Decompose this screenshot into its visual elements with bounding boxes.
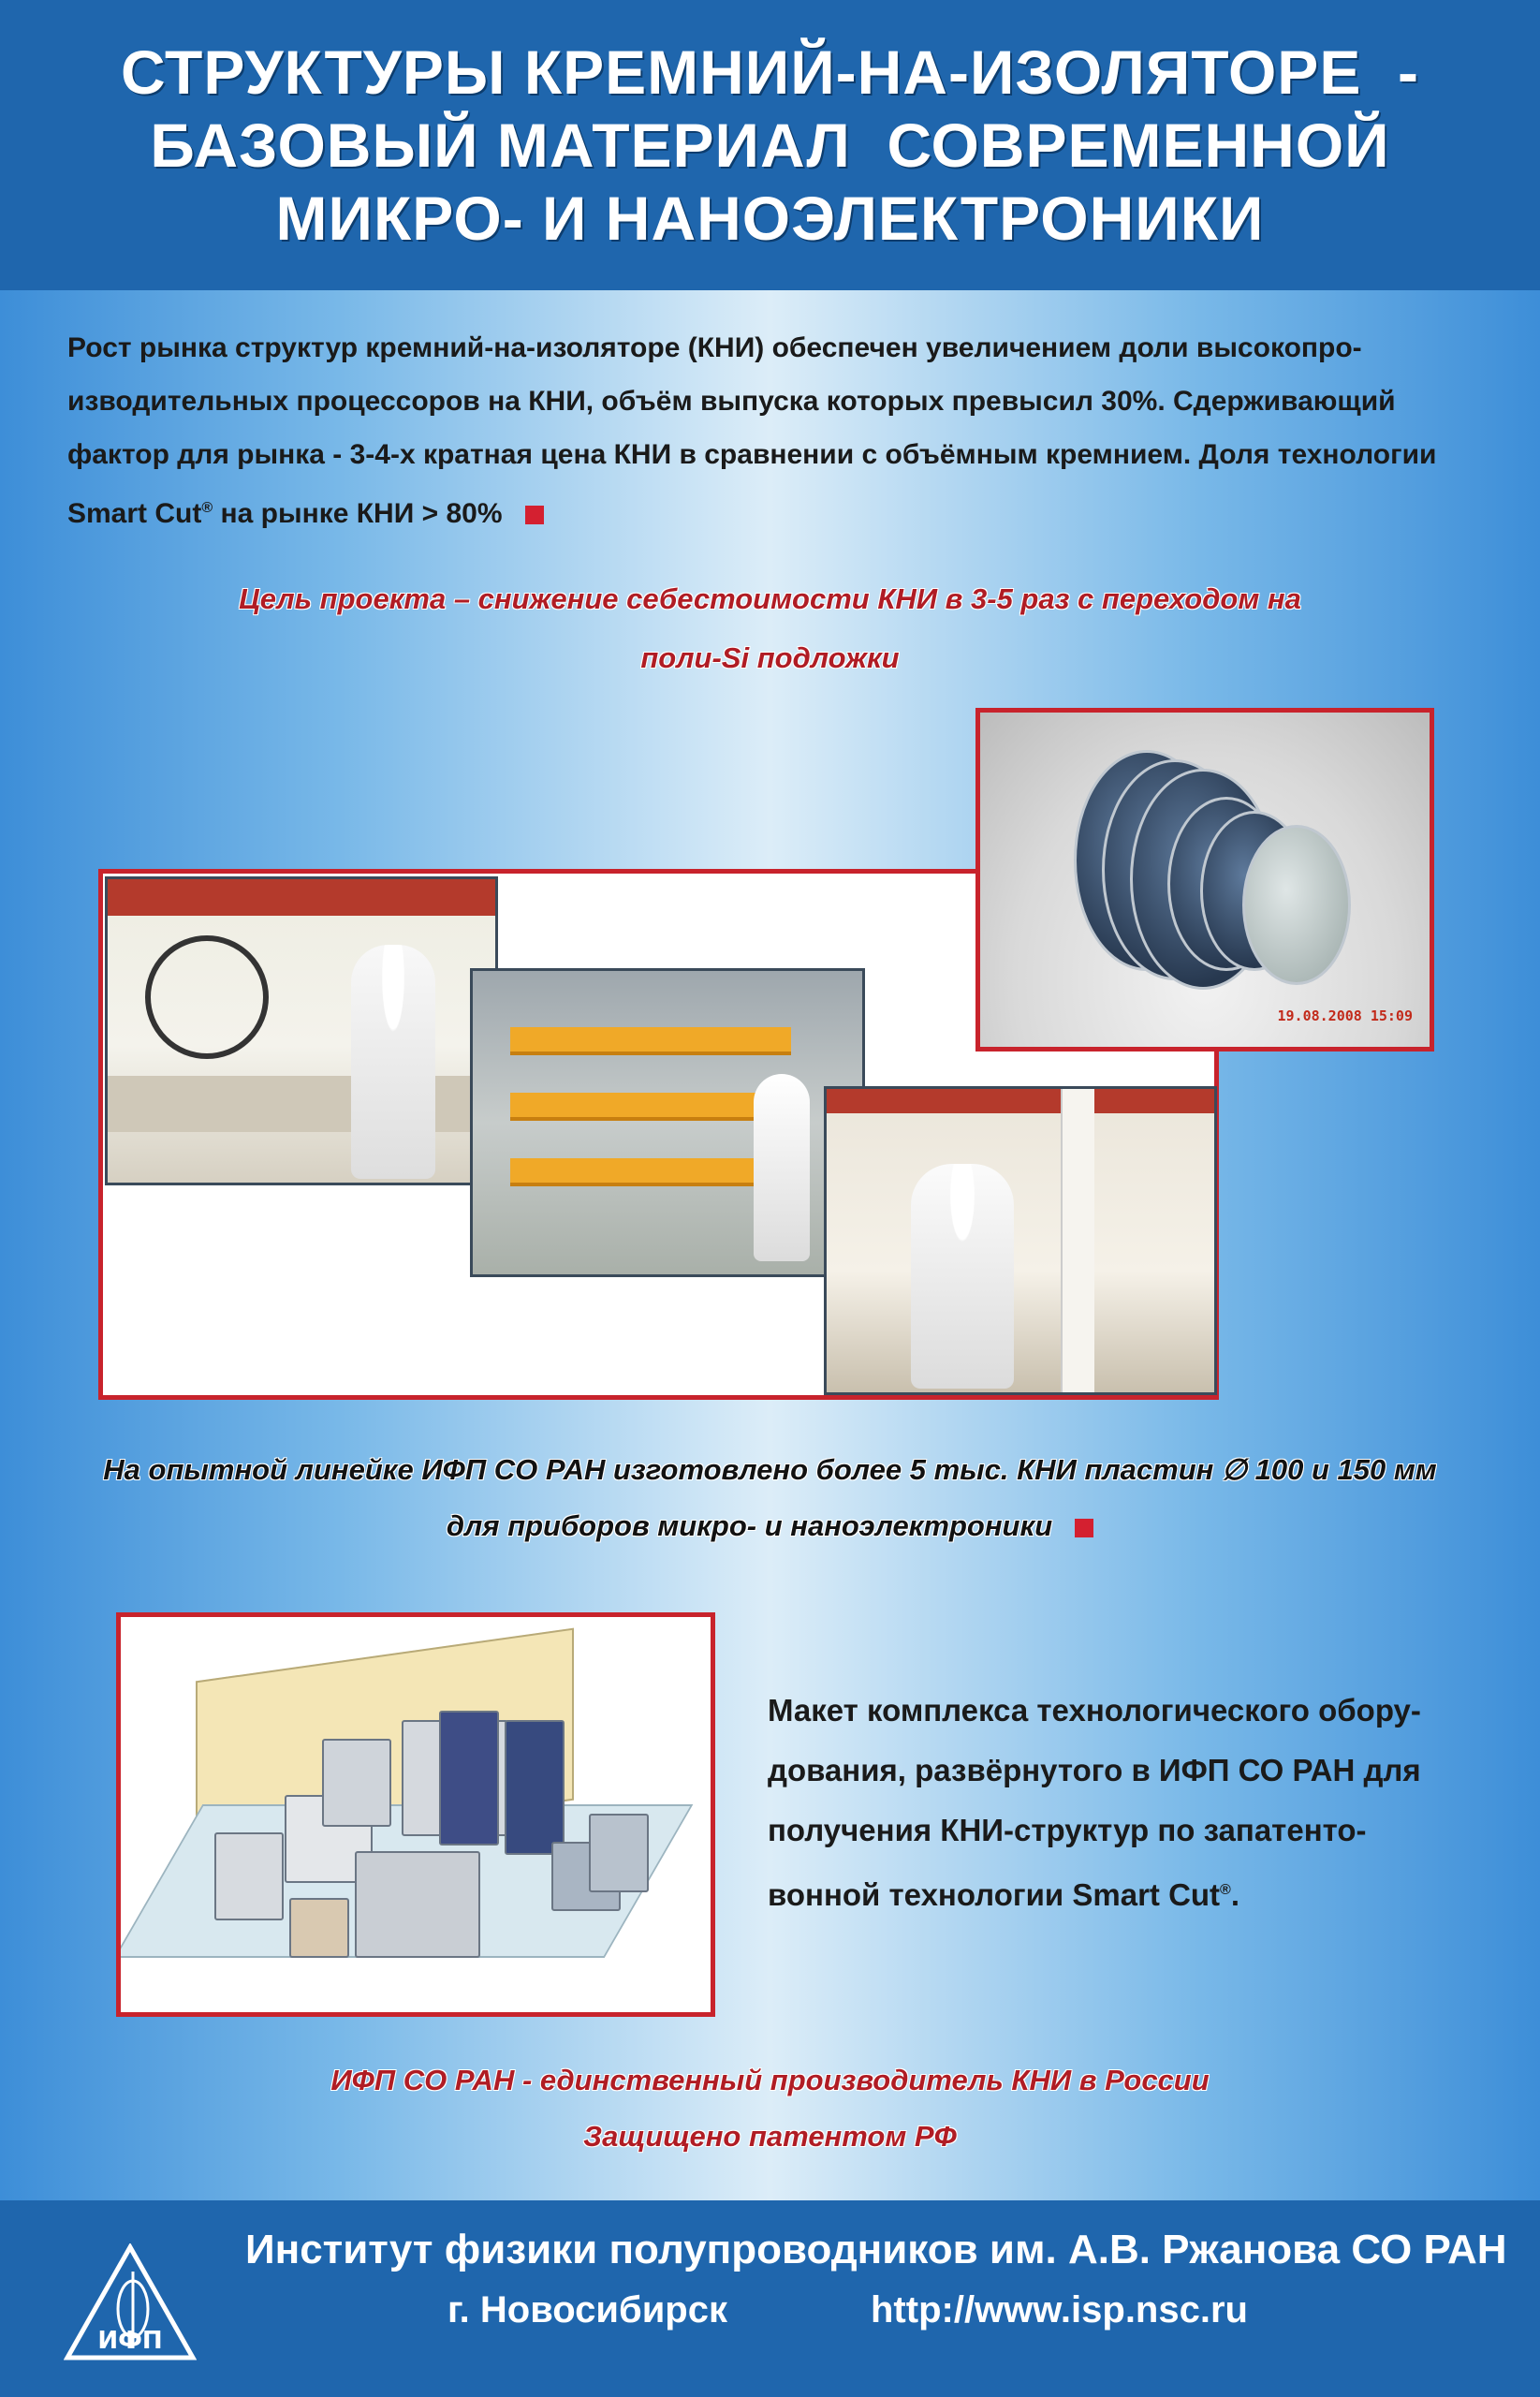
intro-paragraph [67,321,1472,540]
red-square-bullet-icon [1075,1519,1093,1537]
trademark-mark: ® [1220,1882,1231,1898]
intro-line-2: изводительных процессоров на КНИ, объём выпуска которых превысил 30%. Сдерживающий [67,386,1396,417]
layout-description [768,1681,1472,1925]
red-square-bullet-icon [525,506,544,524]
institute-logo-icon [64,2243,197,2361]
shelf-shape [510,1027,791,1051]
equipment-unit [505,1720,565,1855]
market-share-text: на рынке КНИ > 80% [213,498,503,529]
layout-line-4-text: вонной технологии Smart Cut [768,1877,1221,1912]
city-name: г. Новосибирск [447,2289,728,2331]
wafers-photo [975,708,1434,1051]
equipment-unit [439,1711,499,1846]
layout-line-4 [768,1860,1472,1925]
shelf-shape [510,1158,791,1183]
equipment-unit [322,1739,391,1827]
intro-line-4 [67,481,1472,540]
sole-producer-line: ИФП СО РАН - единственный производитель КНИ в России [330,2064,1210,2096]
layout-line-3: получения КНИ-структур по запатенто- [768,1813,1367,1847]
wafer-shape [1242,825,1351,985]
header-banner [0,0,1540,290]
equipment-unit [214,1832,284,1920]
trademark-mark: ® [201,500,213,516]
title-line-1: СТРУКТУРЫ КРЕМНИЙ-НА-ИЗОЛЯТОРЕ - [121,37,1419,107]
footer-banner [0,2200,1540,2397]
pillar-shape [1061,1089,1094,1395]
layout-line-2: дования, развёрнутого в ИФП СО РАН для [768,1753,1421,1787]
cleanroom-photo-1 [105,876,498,1185]
equipment-unit [589,1814,649,1892]
shelf-shape [510,1093,791,1117]
title-line-3: МИКРО- И НАНОЭЛЕКТРОНИКИ [275,184,1265,253]
patent-line: Защищено патентом РФ [583,2120,957,2153]
cleanroom-worker [911,1164,1014,1389]
title-line-2: БАЗОВЫЙ МАТЕРИАЛ СОВРЕМЕННОЙ [150,110,1390,180]
institute-name: Институт физики полупроводников им. А.В. Ржанова СО РАН [245,2227,1507,2272]
equipment-unit [355,1851,480,1958]
project-goal-line-2: поли-Si подложки [640,641,900,674]
smart-cut-text: Smart Cut [67,498,202,529]
project-goal-line-1: Цель проекта – снижение себестоимости КНИ в 3-5 раз с переходом на [239,582,1301,615]
wafers-caption-line-2 [0,1509,1540,1543]
cleanroom-photo-3 [824,1086,1217,1395]
intro-line-1: Рост рынка структур кремний-на-изоляторе (КНИ) обеспечен увеличением доли высокопро- [67,332,1362,363]
cleanroom-worker [754,1074,810,1261]
equipment-unit [289,1898,349,1958]
equipment-layout-image [116,1612,715,2017]
wafers-caption-text: для приборов микро- и наноэлектроники [446,1509,1053,1542]
bench-shape [108,1076,498,1132]
coil-shape [145,935,269,1059]
website-link[interactable]: http://www.isp.nsc.ru [871,2289,1248,2331]
cleanroom-worker [351,945,435,1179]
intro-line-3: фактор для рынка - 3-4-х кратная цена КНИ в сравнении с объёмным кремнием. Доля технологии [67,439,1437,470]
layout-line-4-end: . [1230,1877,1240,1912]
wafers-caption-line-1: На опытной линейке ИФП СО РАН изготовлено более 5 тыс. КНИ пластин ∅ 100 и 150 мм [103,1453,1437,1486]
layout-line-1: Макет комплекса технологического обору- [768,1693,1421,1728]
photo-timestamp: 19.08.2008 15:09 [1277,1007,1413,1024]
logo-letters: ИФП [97,2327,163,2355]
cleanroom-photo-2 [470,968,865,1277]
